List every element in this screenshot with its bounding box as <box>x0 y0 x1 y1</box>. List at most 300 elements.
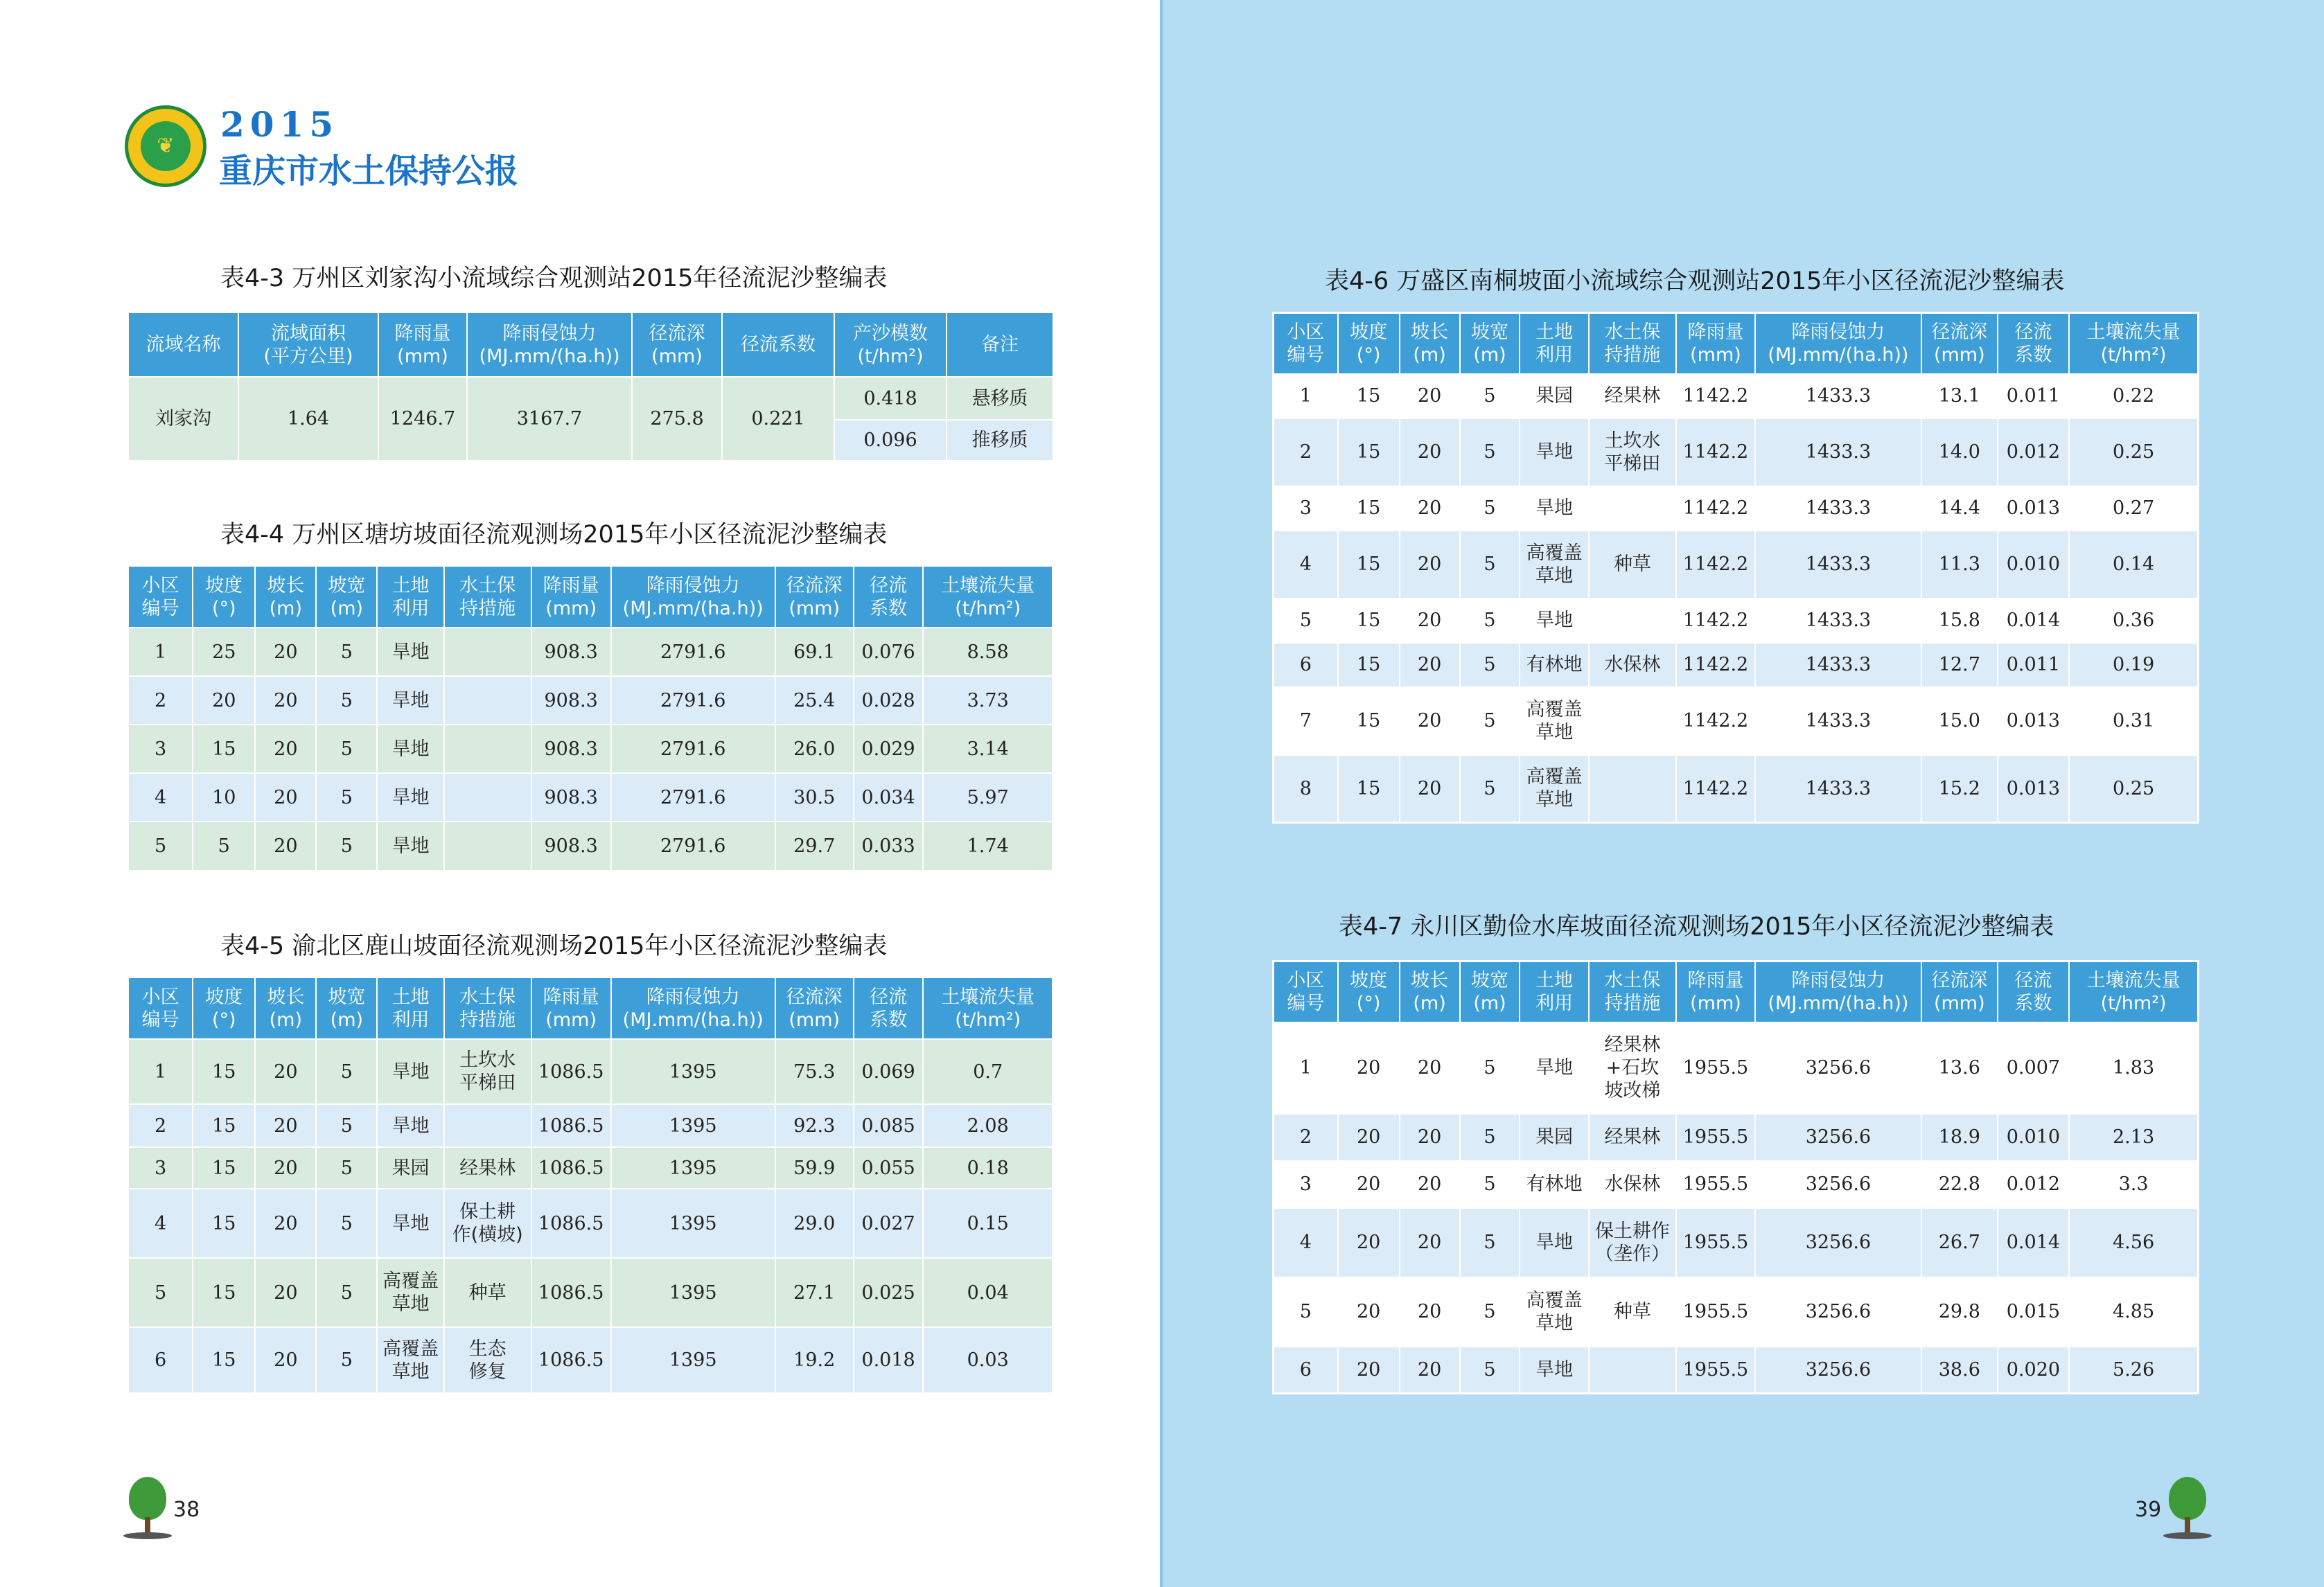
table-cell: 12.7 <box>1921 643 1998 687</box>
table-cell: 5 <box>193 822 255 870</box>
table-cell: 3.73 <box>923 676 1053 725</box>
table-cell: 有林地 <box>1520 1161 1588 1208</box>
table-cell: 经果林 <box>1589 1114 1676 1161</box>
column-header: 径流深 (mm) <box>632 313 722 377</box>
column-header: 小区 编号 <box>1274 313 1338 374</box>
column-header: 径流深 (mm) <box>1921 961 1998 1022</box>
table-cell: 19.2 <box>775 1327 854 1392</box>
table-cell: 0.076 <box>854 628 924 676</box>
cell-rain: 1246.7 <box>378 377 467 460</box>
table-cell: 908.3 <box>531 725 611 773</box>
table-cell: 5 <box>1460 374 1520 418</box>
column-header: 降雨侵蚀力 (MJ.mm/(ha.h)) <box>1755 961 1921 1022</box>
table-cell: 1433.3 <box>1755 643 1921 687</box>
table-cell: 1142.2 <box>1676 643 1755 687</box>
table-cell <box>444 676 531 725</box>
column-header: 备注 <box>947 313 1053 377</box>
table-cell: 11.3 <box>1921 531 1998 599</box>
page-number-right: 39 <box>2135 1498 2162 1522</box>
table-row <box>1274 374 2199 418</box>
table-cell: 0.027 <box>854 1189 924 1258</box>
column-header: 土壤流失量 (t/hm²) <box>923 567 1053 628</box>
table-cell: 5 <box>1274 1277 1338 1347</box>
table-cell: 15.8 <box>1921 599 1998 643</box>
table-cell: 5 <box>316 1104 377 1147</box>
table-row <box>129 725 1053 773</box>
column-header: 水土保 持措施 <box>444 567 531 628</box>
table-cell: 0.012 <box>1998 1161 2069 1208</box>
table-cell: 20 <box>1400 755 1460 823</box>
cell-area: 1.64 <box>238 377 378 460</box>
table-cell: 20 <box>1338 1161 1400 1208</box>
column-header: 水土保 持措施 <box>1589 961 1676 1022</box>
table-cell: 1955.5 <box>1676 1114 1755 1161</box>
column-header: 降雨量 (mm) <box>1676 313 1755 374</box>
table-cell: 1142.2 <box>1676 599 1755 643</box>
table-4-4-caption: 表4-4 万州区塘坊坡面径流观测场2015年小区径流泥沙整编表 <box>220 521 888 549</box>
table-cell: 0.010 <box>1998 1114 2069 1161</box>
table-cell: 20 <box>255 725 316 773</box>
column-header: 小区 编号 <box>129 567 193 628</box>
column-header: 降雨量 (mm) <box>378 313 467 377</box>
table-cell: 3 <box>129 725 193 773</box>
table-cell: 5 <box>1460 1114 1520 1161</box>
table-cell: 1086.5 <box>531 1189 611 1258</box>
column-header: 径流 系数 <box>854 978 924 1039</box>
table-cell: 果园 <box>377 1147 443 1189</box>
wheat-icon: ❦ <box>157 134 175 158</box>
table-cell <box>1589 687 1676 755</box>
table-row <box>1274 1208 2199 1277</box>
table-cell: 5 <box>1460 755 1520 823</box>
table-cell: 20 <box>255 1104 316 1147</box>
table-4-6 <box>1272 312 2199 824</box>
table-cell: 0.27 <box>2069 486 2198 531</box>
table-cell: 土坎水 平梯田 <box>1589 418 1676 486</box>
table-cell: 20 <box>255 1189 316 1258</box>
table-cell: 旱地 <box>377 1039 443 1104</box>
table-row <box>129 773 1053 822</box>
table-cell: 20 <box>255 628 316 676</box>
table-cell: 7 <box>1274 687 1338 755</box>
table-cell: 1 <box>129 1039 193 1104</box>
table-cell: 2.08 <box>923 1104 1053 1147</box>
table-cell: 0.013 <box>1998 687 2069 755</box>
table-cell: 高覆盖 草地 <box>377 1327 443 1392</box>
table-cell: 5 <box>1460 531 1520 599</box>
table-cell: 旱地 <box>1520 486 1588 531</box>
table-cell <box>444 725 531 773</box>
column-header: 径流 系数 <box>1998 961 2069 1022</box>
table-row <box>1274 687 2199 755</box>
table-header-row <box>129 978 1053 1039</box>
table-cell: 18.9 <box>1921 1114 1998 1161</box>
table-cell: 5 <box>1460 643 1520 687</box>
table-cell: 4.85 <box>2069 1277 2198 1347</box>
table-cell: 3.14 <box>923 725 1053 773</box>
column-header: 径流 系数 <box>1998 313 2069 374</box>
table-cell: 2 <box>1274 418 1338 486</box>
table-cell: 保土耕 作(横坡) <box>444 1189 531 1258</box>
column-header: 径流深 (mm) <box>1921 313 1998 374</box>
table-cell: 908.3 <box>531 822 611 870</box>
column-header: 小区 编号 <box>1274 961 1338 1022</box>
table-cell: 908.3 <box>531 676 611 725</box>
table-cell: 20 <box>1338 1277 1400 1347</box>
table-cell: 15 <box>193 725 255 773</box>
table-cell: 5 <box>1460 687 1520 755</box>
column-header: 降雨侵蚀力 (MJ.mm/(ha.h)) <box>611 978 775 1039</box>
table-cell: 8.58 <box>923 628 1053 676</box>
table-cell: 15 <box>1338 755 1400 823</box>
column-header: 坡度 (°) <box>193 567 255 628</box>
table-cell: 1 <box>129 628 193 676</box>
table-row <box>129 628 1053 676</box>
table-cell: 1142.2 <box>1676 755 1755 823</box>
cell-sediment-bedload: 0.096 <box>834 420 947 460</box>
table-cell: 4 <box>1274 1208 1338 1277</box>
table-cell: 908.3 <box>531 773 611 822</box>
table-cell: 1433.3 <box>1755 599 1921 643</box>
table-cell: 20 <box>1400 643 1460 687</box>
table-cell: 0.25 <box>2069 418 2198 486</box>
table-cell: 20 <box>1400 1208 1460 1277</box>
table-cell: 5 <box>1460 1208 1520 1277</box>
table-cell: 13.6 <box>1921 1022 1998 1114</box>
table-cell: 0.029 <box>854 725 924 773</box>
table-cell: 10 <box>193 773 255 822</box>
column-header: 土壤流失量 (t/hm²) <box>2069 961 2198 1022</box>
table-cell: 5 <box>316 1039 377 1104</box>
table-cell: 保土耕作 （垄作） <box>1589 1208 1676 1277</box>
column-header: 径流 系数 <box>854 567 924 628</box>
table-cell: 15.0 <box>1921 687 1998 755</box>
table-cell: 20 <box>1400 1022 1460 1114</box>
table-cell: 20 <box>255 1039 316 1104</box>
table-cell: 20 <box>255 1258 316 1327</box>
table-cell: 1433.3 <box>1755 418 1921 486</box>
table-cell: 0.14 <box>2069 531 2198 599</box>
table-cell: 15 <box>1338 486 1400 531</box>
table-cell <box>1589 599 1676 643</box>
table-cell <box>444 628 531 676</box>
table-cell: 0.014 <box>1998 599 2069 643</box>
column-header: 土地 利用 <box>1520 961 1588 1022</box>
column-header: 坡宽 (m) <box>316 978 377 1039</box>
cell-name: 刘家沟 <box>129 377 238 460</box>
table-cell: 旱地 <box>1520 1347 1588 1394</box>
bulletin-logo <box>125 105 206 187</box>
column-header: 径流深 (mm) <box>775 567 854 628</box>
cell-note-suspended: 悬移质 <box>947 377 1053 420</box>
table-cell: 1955.5 <box>1676 1277 1755 1347</box>
table-header-row <box>1274 961 2199 1022</box>
table-cell: 5 <box>316 1189 377 1258</box>
table-cell: 0.19 <box>2069 643 2198 687</box>
table-cell: 29.8 <box>1921 1277 1998 1347</box>
table-cell: 高覆盖 草地 <box>377 1258 443 1327</box>
table-cell: 经果林 <box>444 1147 531 1189</box>
table-cell: 1955.5 <box>1676 1208 1755 1277</box>
column-header: 降雨侵蚀力 (MJ.mm/(ha.h)) <box>611 567 775 628</box>
table-cell: 92.3 <box>775 1104 854 1147</box>
table-cell: 果园 <box>1520 1114 1588 1161</box>
table-cell: 5 <box>316 773 377 822</box>
table-cell: 0.018 <box>854 1327 924 1392</box>
table-row <box>129 1039 1053 1104</box>
table-cell: 5 <box>1274 599 1338 643</box>
table-cell: 水保林 <box>1589 1161 1676 1208</box>
table-cell: 种草 <box>444 1258 531 1327</box>
table-cell: 14.0 <box>1921 418 1998 486</box>
column-header: 降雨侵蚀力 (MJ.mm/(ha.h)) <box>467 313 632 377</box>
table-4-4 <box>129 567 1053 870</box>
table-cell: 1142.2 <box>1676 687 1755 755</box>
table-cell: 20 <box>255 822 316 870</box>
table-cell <box>1589 486 1676 531</box>
table-row <box>1274 599 2199 643</box>
left-page <box>0 0 1161 1587</box>
cell-erosivity: 3167.7 <box>467 377 632 460</box>
table-cell: 0.033 <box>854 822 924 870</box>
table-row <box>129 676 1053 725</box>
table-cell: 旱地 <box>1520 418 1588 486</box>
column-header: 坡度 (°) <box>193 978 255 1039</box>
table-cell: 0.015 <box>1998 1277 2069 1347</box>
table-cell: 0.36 <box>2069 599 2198 643</box>
table-cell: 5 <box>129 822 193 870</box>
table-4-3 <box>129 313 1054 460</box>
table-cell: 25.4 <box>775 676 854 725</box>
table-cell: 2 <box>129 1104 193 1147</box>
table-cell: 1086.5 <box>531 1327 611 1392</box>
column-header: 坡度 (°) <box>1338 313 1400 374</box>
table-cell: 3256.6 <box>1755 1161 1921 1208</box>
table-cell: 8 <box>1274 755 1338 823</box>
table-cell: 0.069 <box>854 1039 924 1104</box>
column-header: 坡长 (m) <box>1400 313 1460 374</box>
table-cell: 1395 <box>611 1104 775 1147</box>
table-cell: 1395 <box>611 1039 775 1104</box>
column-header: 坡度 (°) <box>1338 961 1400 1022</box>
table-cell <box>1589 755 1676 823</box>
table-cell: 旱地 <box>377 676 443 725</box>
table-cell: 0.04 <box>923 1258 1053 1327</box>
bulletin-year: 2015 <box>220 104 340 145</box>
table-row <box>1274 643 2199 687</box>
table-cell: 13.1 <box>1921 374 1998 418</box>
table-cell: 种草 <box>1589 1277 1676 1347</box>
table-cell: 0.25 <box>2069 755 2198 823</box>
table-cell: 6 <box>129 1327 193 1392</box>
right-page <box>1161 0 2324 1587</box>
table-cell: 2791.6 <box>611 628 775 676</box>
table-cell: 15 <box>193 1189 255 1258</box>
table-cell: 1395 <box>611 1258 775 1327</box>
table-cell: 15 <box>1338 643 1400 687</box>
table-cell: 4 <box>1274 531 1338 599</box>
table-cell: 3256.6 <box>1755 1208 1921 1277</box>
column-header: 坡宽 (m) <box>316 567 377 628</box>
table-cell: 5 <box>1460 1022 1520 1114</box>
column-header: 坡长 (m) <box>255 978 316 1039</box>
table-cell: 4 <box>129 1189 193 1258</box>
table-cell <box>1589 1347 1676 1394</box>
column-header: 土壤流失量 (t/hm²) <box>2069 313 2198 374</box>
table-cell: 5 <box>316 1147 377 1189</box>
table-cell: 38.6 <box>1921 1347 1998 1394</box>
table-cell: 生态 修复 <box>444 1327 531 1392</box>
table-cell: 3 <box>129 1147 193 1189</box>
cell-coef: 0.221 <box>722 377 834 460</box>
table-cell: 2791.6 <box>611 773 775 822</box>
table-cell: 0.085 <box>854 1104 924 1147</box>
table-row <box>129 822 1053 870</box>
table-header-row <box>129 313 1053 377</box>
table-cell: 高覆盖 草地 <box>1520 1277 1588 1347</box>
table-cell: 20 <box>255 773 316 822</box>
table-cell: 1433.3 <box>1755 531 1921 599</box>
table-cell: 0.014 <box>1998 1208 2069 1277</box>
table-cell: 20 <box>255 676 316 725</box>
table-cell: 20 <box>255 1327 316 1392</box>
table-cell: 0.7 <box>923 1039 1053 1104</box>
table-cell: 0.007 <box>1998 1022 2069 1114</box>
table-cell: 6 <box>1274 643 1338 687</box>
table-cell: 旱地 <box>1520 599 1588 643</box>
table-cell: 2791.6 <box>611 676 775 725</box>
table-cell: 5 <box>316 822 377 870</box>
column-header: 流域面积 (平方公里) <box>238 313 378 377</box>
table-cell: 15 <box>193 1039 255 1104</box>
table-cell: 水保林 <box>1589 643 1676 687</box>
table-row <box>1274 1022 2199 1114</box>
table-row <box>1274 1161 2199 1208</box>
table-row <box>1274 1277 2199 1347</box>
table-cell: 0.012 <box>1998 418 2069 486</box>
table-cell <box>444 1104 531 1147</box>
table-row <box>1274 755 2199 823</box>
table-cell: 5 <box>316 676 377 725</box>
table-cell: 旱地 <box>377 628 443 676</box>
table-cell: 0.055 <box>854 1147 924 1189</box>
column-header: 坡宽 (m) <box>1460 961 1520 1022</box>
table-cell: 0.020 <box>1998 1347 2069 1394</box>
table-cell: 1433.3 <box>1755 486 1921 531</box>
table-cell: 3256.6 <box>1755 1277 1921 1347</box>
table-cell: 30.5 <box>775 773 854 822</box>
table-cell: 1086.5 <box>531 1039 611 1104</box>
column-header: 土地 利用 <box>377 978 443 1039</box>
table-cell: 59.9 <box>775 1147 854 1189</box>
table-row <box>1274 1347 2199 1394</box>
column-header: 水土保 持措施 <box>1589 313 1676 374</box>
table-cell: 20 <box>1400 1114 1460 1161</box>
tree-icon <box>123 1477 172 1539</box>
table-row <box>1274 531 2199 599</box>
table-cell: 1955.5 <box>1676 1022 1755 1114</box>
cell-note-bedload: 推移质 <box>947 420 1053 460</box>
table-cell: 20 <box>1400 1347 1460 1394</box>
table-cell: 15 <box>193 1147 255 1189</box>
table-row <box>129 1258 1053 1327</box>
column-header: 径流系数 <box>722 313 834 377</box>
table-row <box>1274 418 2199 486</box>
table-row <box>129 1189 1053 1258</box>
table-cell: 6 <box>1274 1347 1338 1394</box>
column-header: 径流深 (mm) <box>775 978 854 1039</box>
table-cell: 高覆盖 草地 <box>1520 687 1588 755</box>
page-number-left: 38 <box>173 1498 200 1522</box>
table-cell: 1433.3 <box>1755 755 1921 823</box>
table-cell: 1395 <box>611 1327 775 1392</box>
table-cell: 旱地 <box>377 725 443 773</box>
table-cell: 1142.2 <box>1676 531 1755 599</box>
table-cell: 0.011 <box>1998 643 2069 687</box>
table-cell: 20 <box>1338 1022 1400 1114</box>
table-cell: 26.7 <box>1921 1208 1998 1277</box>
table-cell: 15 <box>1338 531 1400 599</box>
column-header: 降雨侵蚀力 (MJ.mm/(ha.h)) <box>1755 313 1921 374</box>
table-header-row <box>1274 313 2199 374</box>
table-cell: 75.3 <box>775 1039 854 1104</box>
table-cell: 20 <box>1400 687 1460 755</box>
table-cell: 5 <box>316 628 377 676</box>
column-header: 坡长 (m) <box>255 567 316 628</box>
column-header: 小区 编号 <box>129 978 193 1039</box>
table-cell: 15 <box>1338 599 1400 643</box>
table-4-5 <box>129 978 1053 1392</box>
book-spine <box>1160 0 1163 1587</box>
table-cell: 5 <box>316 725 377 773</box>
table-cell: 高覆盖 草地 <box>1520 531 1588 599</box>
table-header-row <box>129 567 1053 628</box>
table-cell: 0.03 <box>923 1327 1053 1392</box>
table-cell: 15 <box>193 1104 255 1147</box>
table-cell: 3.3 <box>2069 1161 2198 1208</box>
table-cell: 2 <box>1274 1114 1338 1161</box>
table-cell: 1086.5 <box>531 1147 611 1189</box>
table-cell: 有林地 <box>1520 643 1588 687</box>
column-header: 流域名称 <box>129 313 238 377</box>
table-cell: 3256.6 <box>1755 1022 1921 1114</box>
table-cell: 0.15 <box>923 1189 1053 1258</box>
bulletin-title: 重庆市水土保持公报 <box>219 152 519 190</box>
table-cell: 旱地 <box>1520 1208 1588 1277</box>
table-cell: 20 <box>1400 1161 1460 1208</box>
table-cell: 果园 <box>1520 374 1588 418</box>
table-cell: 经果林 +石坎 坡改梯 <box>1589 1022 1676 1114</box>
table-cell: 20 <box>1400 486 1460 531</box>
table-cell: 5 <box>316 1327 377 1392</box>
table-row <box>129 1104 1053 1147</box>
table-cell: 908.3 <box>531 628 611 676</box>
table-cell: 20 <box>1338 1347 1400 1394</box>
table-cell: 旱地 <box>377 822 443 870</box>
table-cell: 0.31 <box>2069 687 2198 755</box>
table-cell: 25 <box>193 628 255 676</box>
table-cell: 0.18 <box>923 1147 1053 1189</box>
column-header: 降雨量 (mm) <box>531 567 611 628</box>
table-cell: 20 <box>1338 1114 1400 1161</box>
table-cell: 0.22 <box>2069 374 2198 418</box>
table-cell: 1086.5 <box>531 1258 611 1327</box>
table-cell: 1433.3 <box>1755 374 1921 418</box>
table-cell: 1142.2 <box>1676 418 1755 486</box>
table-cell: 1 <box>1274 374 1338 418</box>
table-cell: 0.011 <box>1998 374 2069 418</box>
table-row <box>1274 1114 2199 1161</box>
